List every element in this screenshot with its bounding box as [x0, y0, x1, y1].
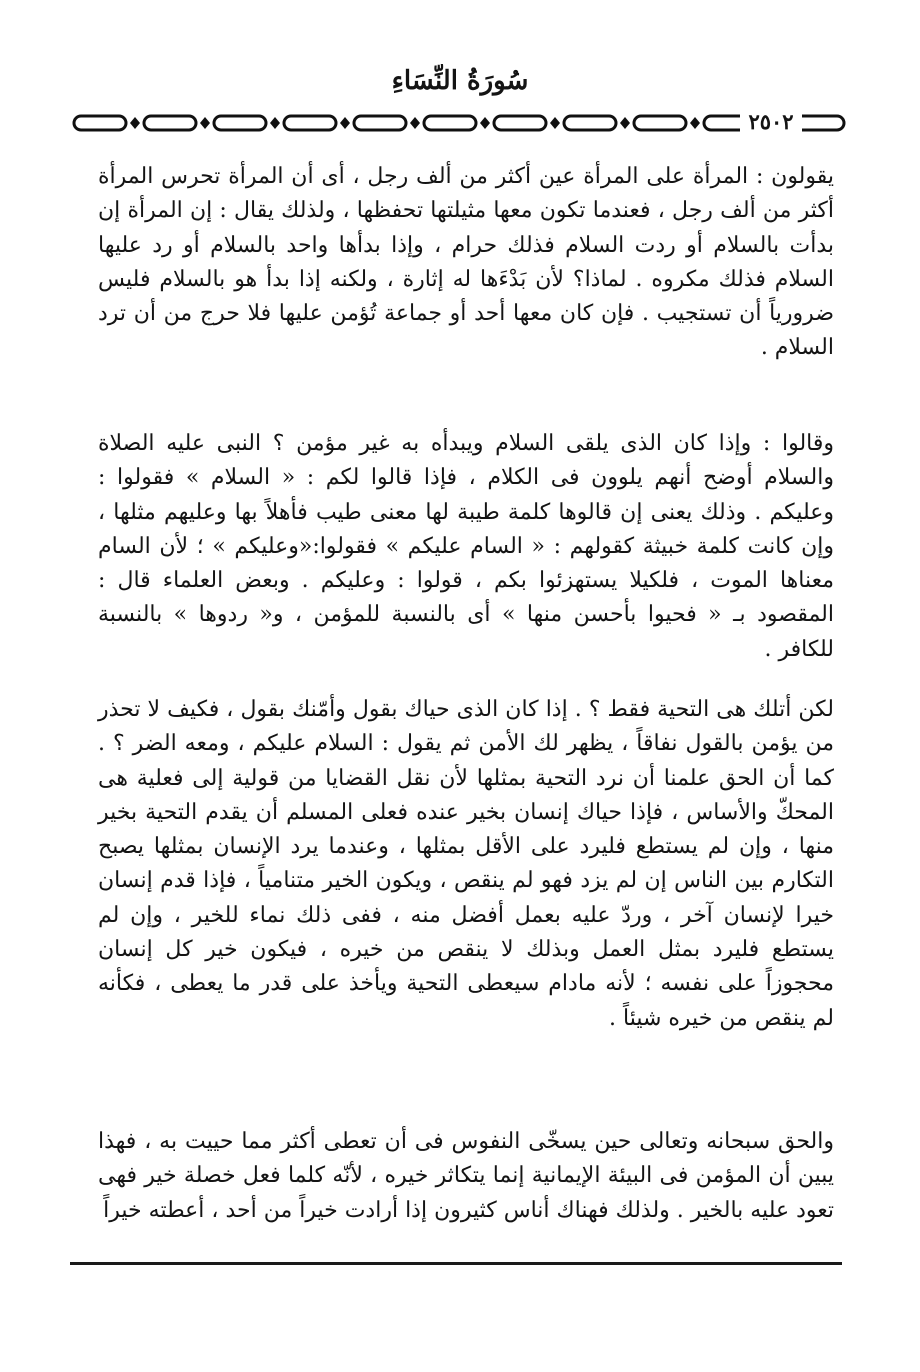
decorative-header-border	[70, 110, 848, 136]
ornament-diamonds	[130, 117, 770, 129]
footer-rule	[70, 1262, 842, 1265]
paragraph-4: والحق سبحانه وتعالى حين يسخّى النفوس فى أن تعطى أكثر مما حييت به ، فهذا يبين أن المؤمن فى البيئة الإيمانية إنما يتكاثر خيره ، لأنّه كلما فعل خصلة خير فهى تعود عليه بالخير . ولذلك فهناك أناس كثيرون إذا أرادت خيراً من أحد ، أعطته خيراً	[98, 1129, 835, 1223]
ornament-chain	[74, 116, 844, 130]
page-number: ٢٥٠٢	[740, 108, 802, 136]
paragraph-2: وقالوا : وإذا كان الذى يلقى السلام ويبدأه به غير مؤمن ؟ النبى عليه الصلاة والسلام أوضح أنهم يلوون فى الكلام ، فإذا قالوا لكم : « السلام » فقولوا : وعليكم . وذلك يعنى إن قالوها كلمة طيبة لها معنى طيب فأهلاً بها وعليهم مثلها ، وإن كانت كلمة خبيثة كقولهم : « السام عليكم » فقولوا:«وعليكم » ؛ لأن السام معناها الموت ، فلكيلا يستهزئوا بكم ، قولوا : وعليكم . وبعض العلماء قال : المقصود بـ « فحيوا بأحسن منها » أى بالنسبة للمؤمن ، و« ردوها » بالنسبة للكافر .	[98, 431, 834, 662]
surah-title: سُورَةُ النِّسَاءِ	[391, 66, 529, 96]
paragraph-1: يقولون : المرأة على المرأة عين أكثر من ألف رجل ، أى أن المرأة تحرس المرأة أكثر من ألف رجل ، فعندما تكون معها مثيلتها تحفظها ، ولذلك يقال : إن المرأة إن بدأت بالسلام أو ردت السلام فذلك حرام ، وإذا بدأها واحد بالسلام أو رد عليها السلام فذلك مكروه . لماذا؟ لأن بَدْءَها له إثارة ، ولكنه إذا بدأ هو بالسلام فليس ضرورياً أن تستجيب . فإن كان معها أحد أو جماعة تُؤمن عليها فلا حرج من أن ترد السلام .	[98, 164, 834, 361]
paragraph-3: لكن أتلك هى التحية فقط ؟ . إذا كان الذى حياك بقول وأمّنك بقول ، فكيف لا تحذر من يؤمن بالقول نفاقاً ، يظهر لك الأمن ثم يقول : السلام عليكم ، ومعه الضر ؟ . كما أن الحق علمنا أن نرد التحية بمثلها لأن نقل القضايا من قولية إلى فعلية هى المحكّ والأساس ، فإذا حياك إنسان بخير عنده فعلى المسلم أن يقدم التحية بخير منها ، وإن لم يستطع فليرد على الأقل بمثلها ، وعندما يرد الإنسان بمثلها يصبح التكارم بين الناس إن لم يزد فهو لم ينقص ، ويكون الخير متنامياً ، فإذا قدم إنسان خيرا لإنسان آخر ، وردّ عليه بعمل أفضل منه ، ففى ذلك نماء للخير ، وإن لم يستطع فليرد بمثل العمل وبذلك لا ينقص من خيره ، فيكون خير كل إنسان محجوزاً على نفسه ؛ لأنه مادام سيعطى التحية ويأخذ على قدر ما يعطى ، فكأنه لم ينقص من خيره شيئاً .	[98, 697, 834, 1031]
